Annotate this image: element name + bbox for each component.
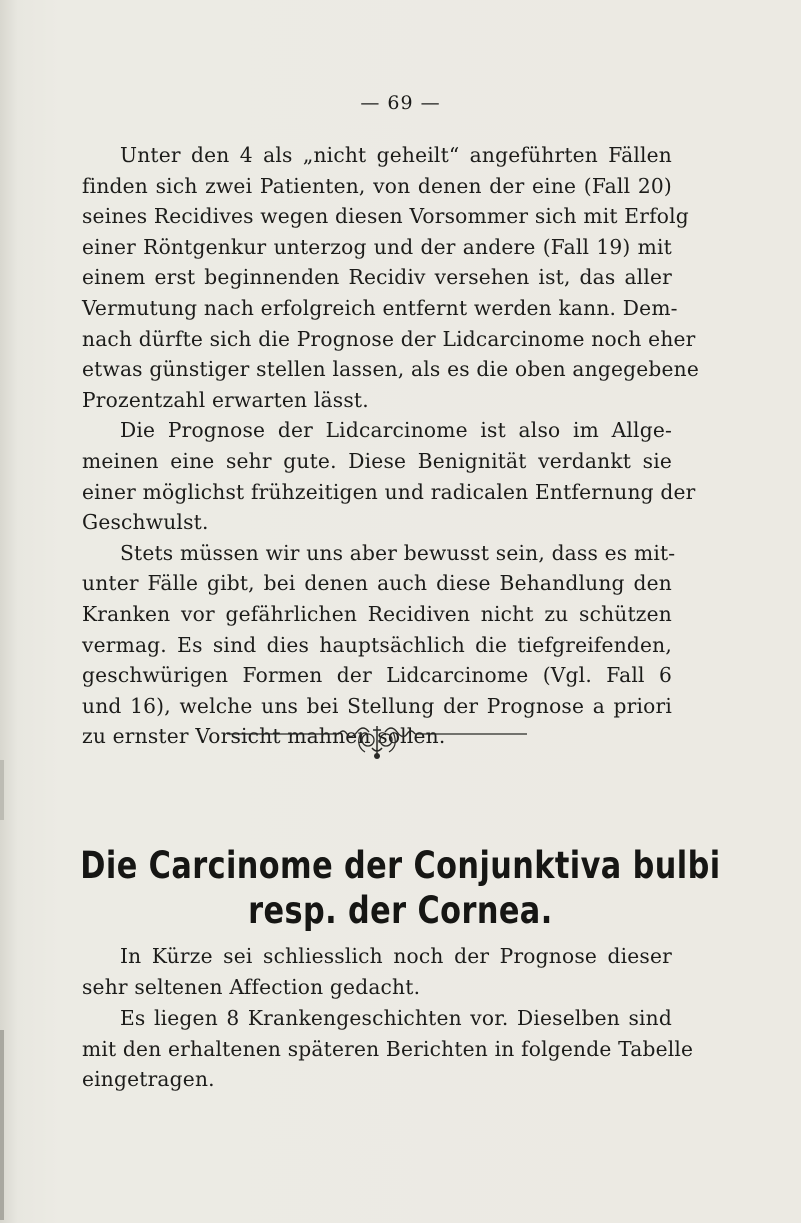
section-heading-subtitle: resp. der Cornea. <box>248 889 553 932</box>
text-line: Stets müssen wir uns aber bewusst sein, dass es mit- <box>120 540 676 565</box>
decorative-divider-icon <box>227 718 527 762</box>
text-line: In Kürze sei schliesslich noch der Prognose dieser <box>120 944 672 968</box>
text-line: Geschwulst. <box>82 510 209 535</box>
text-line: nach dürfte sich die Prognose der Lidcarcinome noch eher <box>82 326 696 351</box>
page-edge-shadow <box>0 760 4 820</box>
paragraph <box>82 415 696 537</box>
text-line: meinen eine sehr gute. Diese Benignität verdankt sie <box>82 448 672 473</box>
text-line: einem erst beginnenden Recidiv versehen ist, das aller <box>82 265 672 290</box>
page-number: — 69 — <box>360 92 441 114</box>
paragraph <box>82 140 689 324</box>
text-line: etwas günstiger stellen lassen, als es die oben angegebene <box>82 357 700 382</box>
text-line: Die Prognose der Lidcarcinome ist also im Allge- <box>120 418 672 443</box>
text-line: finden sich zwei Patienten, von denen der eine (Fall 20) <box>82 173 672 198</box>
text-line: seines Recidives wegen diesen Vorsommer sich mit Erfolg <box>82 204 689 229</box>
text-line: einer möglichst frühzeitigen und radicalen Entfernung der <box>82 479 696 504</box>
text-line: unter Fälle gibt, bei denen auch diese Behandlung den <box>82 571 672 596</box>
text-line: vermag. Es sind dies hauptsächlich die tiefgreifenden, <box>82 632 672 657</box>
text-line: Unter den 4 als „nicht geheilt“ angeführten Fällen <box>120 143 672 167</box>
text-line: eingetragen. <box>82 1067 215 1092</box>
paragraph <box>82 941 672 1002</box>
text-line: geschwürigen Formen der Lidcarcinome (Vgl. Fall 6 <box>82 663 672 688</box>
text-line: Es liegen 8 Krankengeschichten vor. Dieselben sind <box>120 1006 672 1030</box>
paragraph <box>82 1003 694 1095</box>
section-heading: Die Carcinome der Conjunktiva bulbi <box>80 844 721 887</box>
text-line: zu ernster Vorsicht mahnen sollen. <box>82 724 446 749</box>
paragraph-continued <box>82 324 700 416</box>
text-line: Vermutung nach erfolgreich entfernt werden kann. Dem- <box>82 295 678 320</box>
text-line: Prozentzahl erwarten lässt. <box>82 387 369 412</box>
text-line: mit den erhaltenen späteren Berichten in folgende Tabelle <box>82 1036 694 1061</box>
text-line: sehr seltenen Affection gedacht. <box>82 974 421 999</box>
text-line: einer Röntgenkur unterzog und der andere (Fall 19) mit <box>82 234 672 259</box>
page-edge-shadow <box>0 1030 4 1220</box>
text-line: und 16), welche uns bei Stellung der Prognose a priori <box>82 693 672 718</box>
text-line: Kranken vor gefährlichen Recidiven nicht zu schützen <box>82 601 672 626</box>
